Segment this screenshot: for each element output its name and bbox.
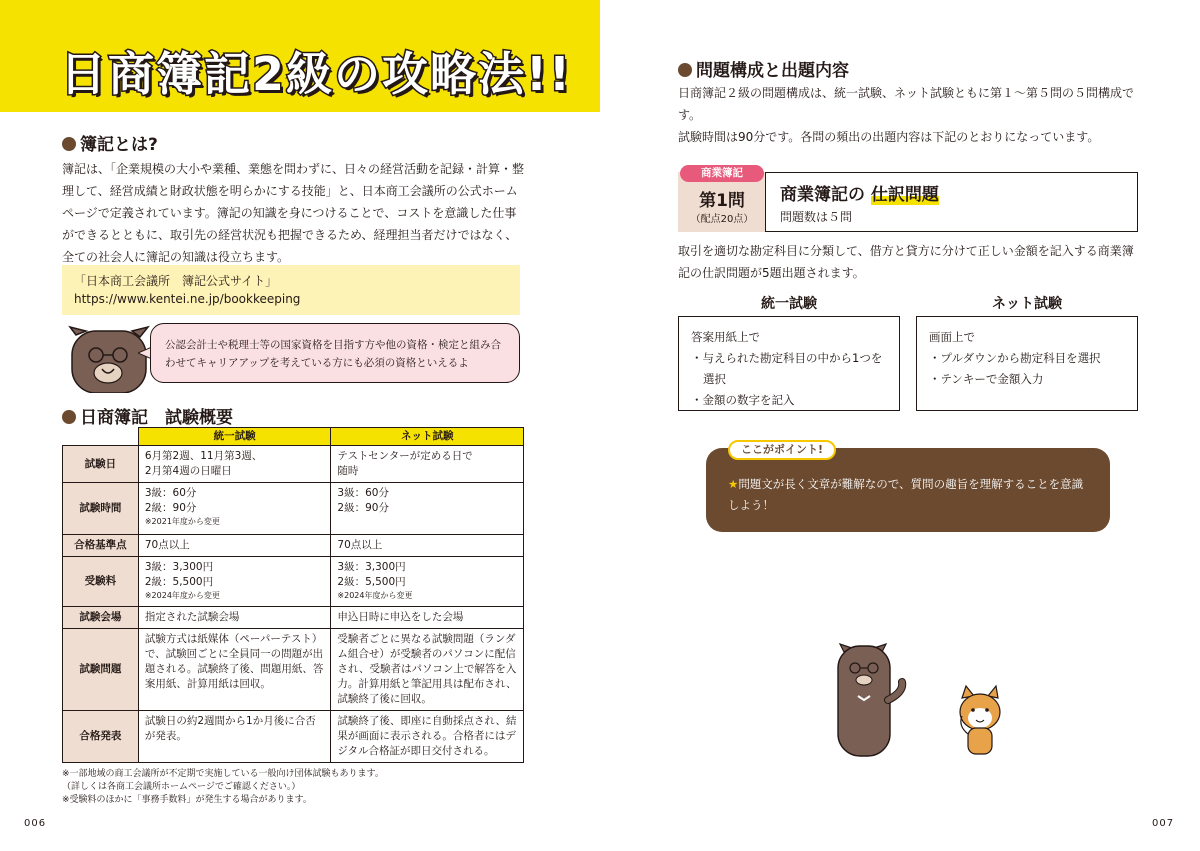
- empty-corner-cell: [63, 428, 139, 446]
- net-cell: 70点以上: [331, 535, 524, 557]
- row-label: 合格発表: [63, 711, 139, 763]
- section-heading-exam-overview: [62, 403, 233, 428]
- question-title: [780, 180, 939, 205]
- unified-cell: [138, 446, 331, 483]
- unified-cell: 試験方式は紙媒体（ペーパーテスト）で、試験回ごとに全員同一の問題が出題される。試験終了後、問題用紙、答案用紙、計算用紙は回収。: [138, 629, 331, 711]
- row-label: 試験日: [63, 446, 139, 483]
- title-prefix: 商業簿記の: [780, 185, 865, 205]
- heading-text: 日商簿記 試験概要: [80, 408, 233, 428]
- net-cell: [331, 557, 524, 607]
- question-points: （配点20点）: [690, 214, 754, 225]
- intro-paragraph: [678, 82, 1144, 148]
- table-row: [63, 446, 524, 483]
- source-box: [62, 265, 520, 315]
- box-item: ・与えられた勘定科目の中から1つを選択: [691, 351, 883, 386]
- footnotes: [62, 768, 384, 807]
- star-icon: ★: [728, 477, 739, 491]
- title-banner: [0, 0, 600, 112]
- heading-text: 問題構成と出題内容: [696, 61, 849, 81]
- unified-cell: 70点以上: [138, 535, 331, 557]
- cell-note: ※2024年度から変更: [337, 591, 413, 600]
- cell-note: ※2021年度から変更: [144, 517, 220, 526]
- box-line: 答案用紙上で: [691, 330, 760, 344]
- bullet-dot-icon: [62, 137, 76, 151]
- net-cell: 申込日時に申込をした会場: [331, 607, 524, 629]
- box-item: ・プルダウンから勘定科目を選択: [929, 351, 1101, 365]
- row-label: 受験料: [63, 557, 139, 607]
- speech-bubble: 公認会計士や税理士等の国家資格を目指す方や他の資格・検定と組み合わせてキャリアアップを考えている方にも必須の資格といえるよ: [150, 323, 520, 383]
- net-cell: [331, 483, 524, 535]
- page-number-left: 006: [24, 818, 47, 829]
- intro-line: 試験時間は90分です。各問の頻出の出題内容は下記のとおりになっています。: [678, 130, 1100, 144]
- source-title: 「日本商工会議所 簿記公式サイト」: [74, 274, 278, 288]
- unified-heading: 統一試験: [761, 296, 817, 312]
- source-url[interactable]: https://www.kentei.ne.jp/bookkeeping: [74, 292, 301, 306]
- table-header-row: [63, 428, 524, 446]
- table-row: [63, 607, 524, 629]
- cell-text: 3級：60分 2級：90分: [337, 487, 389, 514]
- question-description: 取引を適切な勘定科目に分類して、借方と貸方に分けて正しい金額を記入する商業簿記の仕訳問題が5題出題されます。: [678, 244, 1134, 280]
- unified-cell: [138, 483, 331, 535]
- box-item: ・テンキーで金額入力: [929, 372, 1044, 386]
- unified-box: [678, 316, 900, 411]
- point-box: [706, 448, 1110, 532]
- bear-icon: [62, 325, 152, 393]
- heading-text: 簿記とは?: [80, 135, 158, 155]
- bear-and-dog-illustration-icon: [822, 640, 1062, 760]
- cell-text: 6月第2週、11月第3週、 2月第4週の日曜日: [144, 450, 263, 477]
- question-subtitle: 問題数は５問: [780, 210, 853, 224]
- col-net-header: ネット試験: [331, 428, 524, 446]
- footnote: ※受験料のほかに「事務手数料」が発生する場合があります。: [62, 795, 312, 805]
- title-highlight: 仕訳問題: [870, 185, 939, 205]
- page-title: 日商簿記2級の攻略法!!: [60, 47, 572, 101]
- net-cell: 試験終了後、即座に自動採点され、結果が画面に表示される。合格者にはデジタル合格証が即日交付される。: [331, 711, 524, 763]
- table-row: [63, 483, 524, 535]
- bookkeeping-paragraph: 簿記は、「企業規模の大小や業種、業態を問わずに、日々の経営活動を記録・計算・整理して、経営成績と財政状態を明らかにする技能」と、日本商工会議所の公式ホームページで定義されています。簿記の知識を身につけることで、コストを意識した仕事ができるとともに、取引先の経営状況も把握できるため、経理担当者だけではなく、全ての社会人に簿記の知識は役立ちます。: [62, 162, 525, 264]
- table-row: [63, 629, 524, 711]
- right-page: [600, 0, 1200, 851]
- table-row: [63, 535, 524, 557]
- net-heading: ネット試験: [992, 296, 1062, 312]
- unified-cell: 指定された試験会場: [138, 607, 331, 629]
- section-heading-structure: [678, 56, 849, 81]
- row-label: 試験時間: [63, 483, 139, 535]
- cell-note: ※2024年度から変更: [144, 591, 220, 600]
- cell-text: 3級：60分 2級：90分: [144, 487, 197, 514]
- row-label: 試験会場: [63, 607, 139, 629]
- question-number: 第1問: [699, 191, 745, 211]
- page-number-right: 007: [1152, 818, 1175, 829]
- question-category-tag: 商業簿記: [680, 165, 764, 182]
- footnote: ※一部地域の商工会議所が不定期で実施している一般向け団体試験もあります。: [62, 769, 384, 779]
- row-label: 試験問題: [63, 629, 139, 711]
- table-row: [63, 711, 524, 763]
- unified-cell: 試験日の約2週間から1か月後に合否が発表。: [138, 711, 331, 763]
- net-cell: 受験者ごとに異なる試験問題（ランダム組合せ）が受験者のパソコンに配信され、受験者はパソコン上で解答を入力。計算用紙と筆記用具は配布され、試験終了後に回収。: [331, 629, 524, 711]
- point-text: 問題文が長く文章が難解なので、質問の趣旨を理解することを意識しよう！: [728, 477, 1084, 512]
- exam-overview-table: [62, 427, 524, 763]
- cell-text: テストセンターが定める日で 随時: [337, 450, 473, 477]
- intro-line: 日商簿記２級の問題構成は、統一試験、ネット試験ともに第１～第５問の５問構成です。: [678, 86, 1135, 122]
- box-line: 画面上で: [929, 330, 975, 344]
- section-heading-bookkeeping: [62, 130, 158, 155]
- footnote: （詳しくは各商工会議所ホームページでご確認ください。）: [62, 782, 301, 792]
- table-row: [63, 557, 524, 607]
- col-unified-header: 統一試験: [138, 428, 331, 446]
- bullet-dot-icon: [678, 63, 692, 77]
- bullet-dot-icon: [62, 410, 76, 424]
- cell-text: 3級：3,300円 2級：5,500円: [144, 561, 214, 588]
- cell-text: 3級：3,300円 2級：5,500円: [337, 561, 406, 588]
- net-cell: [331, 446, 524, 483]
- unified-cell: [138, 557, 331, 607]
- box-item: ・金額の数字を記入: [691, 393, 795, 407]
- row-label: 合格基準点: [63, 535, 139, 557]
- point-tag: ここがポイント!: [728, 440, 836, 460]
- net-box: [916, 316, 1138, 411]
